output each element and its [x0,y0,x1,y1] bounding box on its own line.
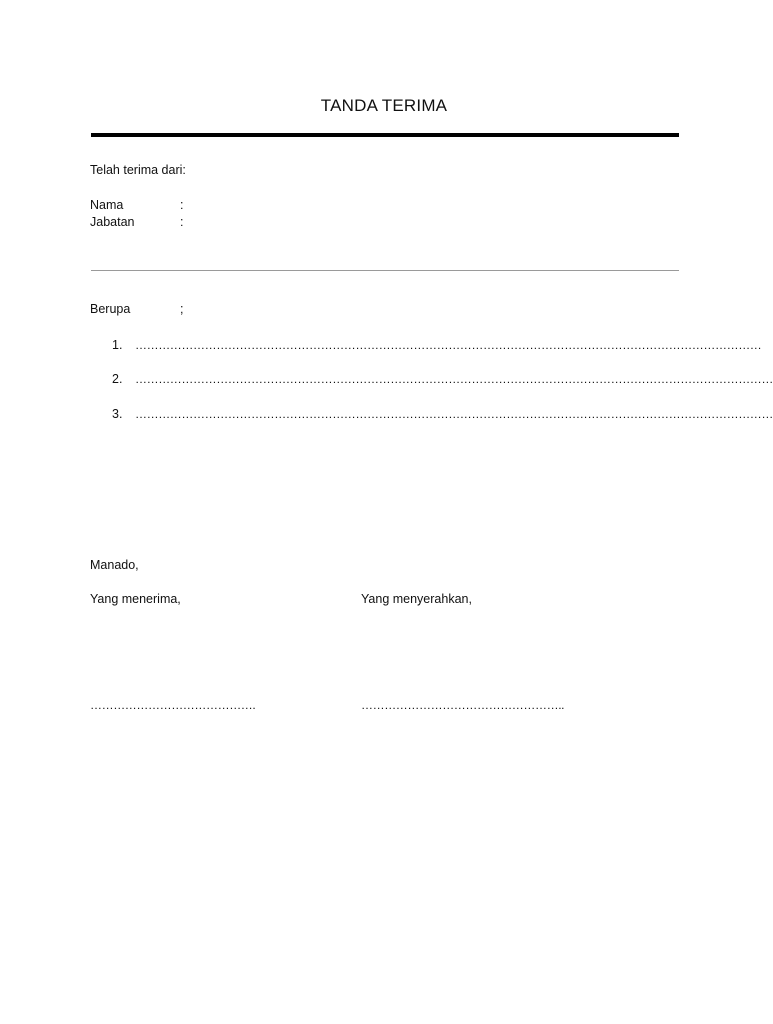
title-divider [91,133,679,137]
item-number: 1. [112,338,123,352]
name-field-separator: : [180,198,184,212]
giver-label: Yang menyerahkan, [361,592,472,606]
item-number: 2. [112,372,123,386]
giver-signature-line: …………………………………………….. [361,698,565,712]
receiver-label: Yang menerima, [90,592,181,606]
items-label: Berupa [90,302,131,316]
items-separator: ; [180,302,184,316]
item-placeholder-line: ………………………………………………………………………………………………………………………………………………… [135,407,773,421]
item-number: 3. [112,407,123,421]
item-placeholder-line: ……………………………………………………………………………………………………………………………………………… [135,338,762,352]
section-divider [91,270,679,271]
receiver-signature-line: ……………………………………. [90,698,256,712]
received-from-label: Telah terima dari: [90,163,186,177]
document-title: TANDA TERIMA [320,96,448,115]
place-label: Manado, [90,558,139,572]
name-field-label: Nama [90,198,124,212]
item-placeholder-line: ………………………………………………………………………………………………………………………………………………… [135,372,773,386]
position-field-separator: : [180,215,184,229]
position-field-label: Jabatan [90,215,135,229]
